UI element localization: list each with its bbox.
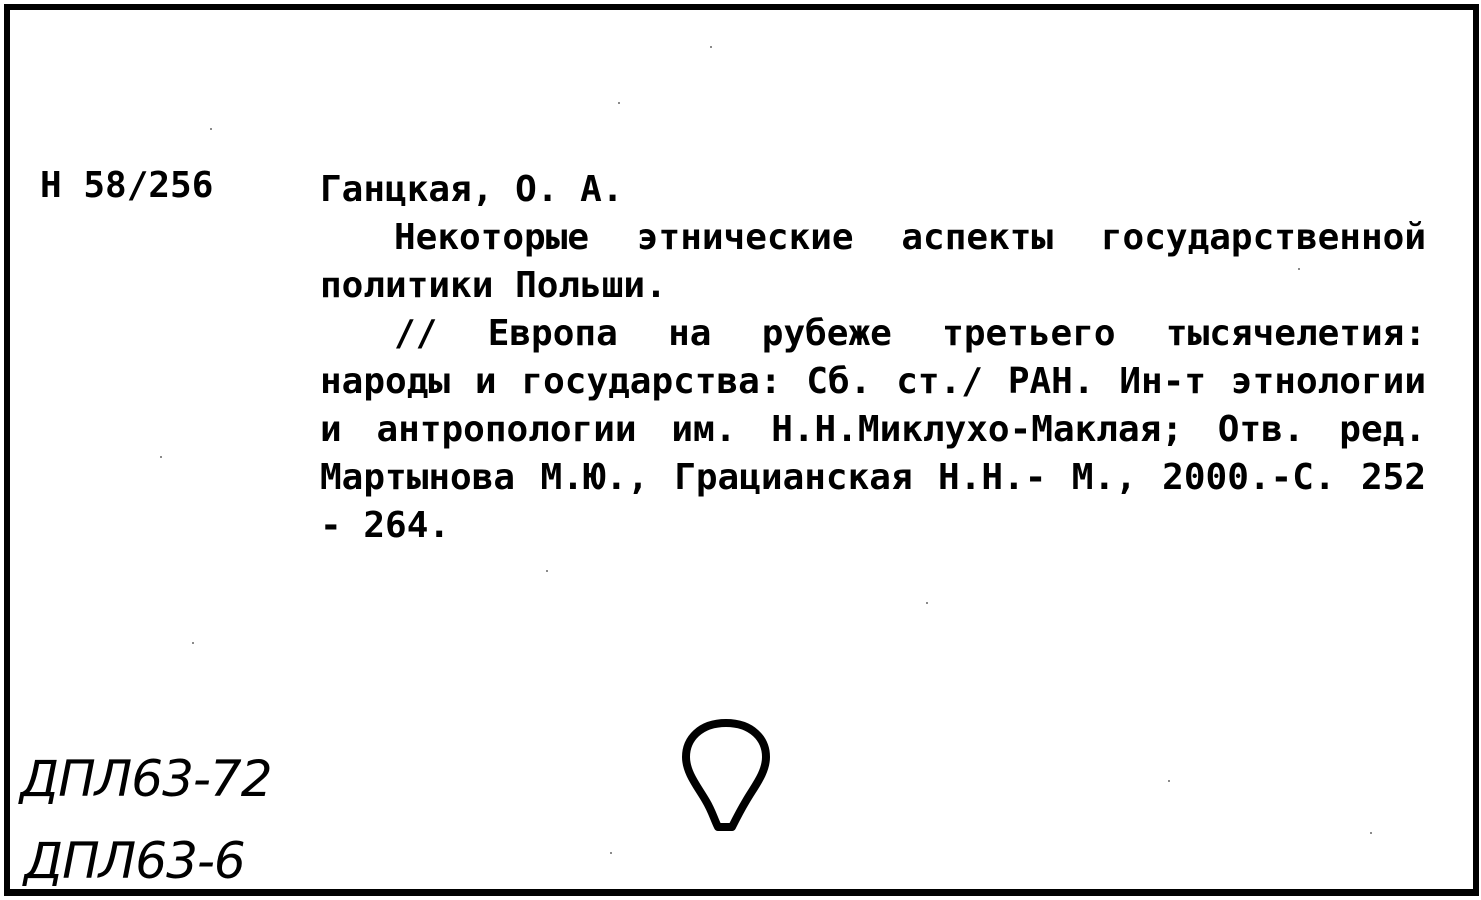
paper-speck — [926, 602, 928, 604]
paper-speck — [618, 102, 620, 104]
handwritten-code-2: ДПЛ63-6 — [24, 832, 245, 890]
paper-speck — [1370, 832, 1372, 834]
paper-speck — [1298, 268, 1300, 270]
author-heading: Ганцкая, О. А. — [320, 169, 624, 210]
lightbulb-outline-icon — [676, 715, 776, 845]
paper-speck — [192, 642, 194, 644]
shelfmark: Н 58/256 — [40, 165, 214, 206]
paper-speck — [210, 128, 212, 130]
handwritten-code-1: ДПЛ63-72 — [20, 750, 272, 808]
paper-speck — [546, 570, 548, 572]
paper-speck — [1168, 780, 1170, 782]
paper-speck — [160, 456, 162, 458]
entry-source: // Европа на рубеже третьего тысячелетия: народы и государства: Сб. ст./ РАН. Ин-т этнологии и антропологии им. Н.Н.Миклухо-Маклая; Отв. ред. Мартынова М.Ю., Грацианская Н.Н.- М., 2000.-С. 252 - 264. — [320, 313, 1426, 546]
entry-title: Некоторые этнические аспекты государственной политики Польши. — [320, 217, 1426, 306]
bibliographic-entry — [320, 214, 1426, 550]
paper-speck — [710, 46, 712, 48]
paper-speck — [610, 852, 612, 854]
catalog-card — [4, 4, 1479, 896]
